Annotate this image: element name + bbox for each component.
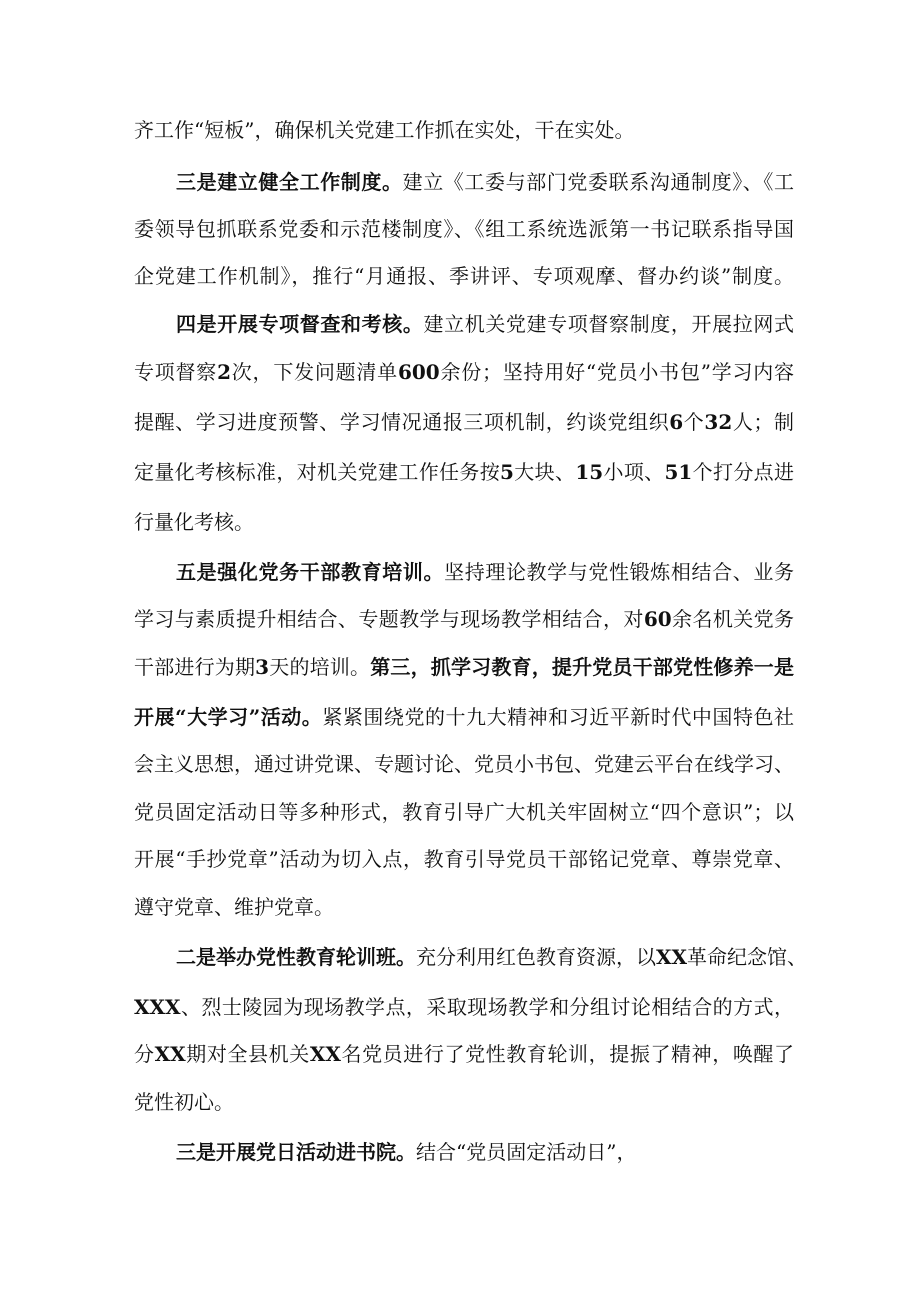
p4-line-1 — [176, 560, 794, 584]
text-run: 天的培训。 — [269, 655, 371, 679]
p3-line-3 — [134, 410, 794, 434]
bold-text-run: XX — [656, 945, 688, 969]
bold-text-run: XXX — [134, 995, 181, 1019]
text-run: 干部进行为期 — [134, 655, 256, 679]
bold-text-run: 开展“大学习”活动。 — [134, 705, 323, 729]
text-run: 党性初心。 — [134, 1090, 234, 1114]
text-run: 次，下发问题清单 — [231, 360, 398, 384]
text-run: 专项督察 — [134, 360, 218, 384]
text-run: 委领导包抓联系党委和示范楼制度》、《组工系统选派第一书记联系指导国 — [134, 217, 794, 241]
bold-text-run: XX — [154, 1042, 186, 1066]
bold-text-run: 三是开展党日活动进书院。 — [176, 1140, 416, 1164]
p4-line-5 — [134, 752, 794, 776]
text-run: 紧紧围绕党的十九大精神和习近平新时代中国特色社 — [322, 705, 795, 729]
p4-line-4 — [134, 705, 794, 729]
text-run: 学习与素质提升相结合、专题教学与现场教学相结合，对 — [134, 607, 644, 631]
text-run: 行量化考核。 — [134, 510, 254, 534]
p3-line-4 — [134, 460, 794, 484]
text-run: 大块、 — [513, 460, 576, 484]
bold-text-run: 32 — [704, 410, 733, 434]
p4-line-3 — [134, 655, 794, 679]
bold-text-run: 3 — [255, 655, 270, 679]
text-run: 、烈士陵园为现场教学点，采取现场教学和分组讨论相结合的方式， — [180, 995, 794, 1019]
bold-text-run: 2 — [217, 360, 232, 384]
text-run: 分 — [134, 1042, 155, 1066]
text-run: 开展“手抄党章”活动为切入点，教育引导党员干部铭记党章、尊崇党章、 — [134, 847, 794, 871]
text-run: 会主义思想，通过讲党课、专题讨论、党员小书包、党建云平台在线学习、 — [134, 752, 794, 776]
bold-text-run: 15 — [575, 460, 604, 484]
text-run: 建立《工委与部门党委联系沟通制度》、《工 — [402, 170, 795, 194]
text-run: 个 — [683, 410, 705, 434]
text-run: 名党员进行了党性教育轮训，提振了精神，唤醒了 — [340, 1042, 795, 1066]
bold-text-run: 60 — [643, 607, 672, 631]
text-run: 定量化考核标准，对机关党建工作任务按 — [134, 460, 501, 484]
text-run: 提醒、学习进度预警、学习情况通报三项机制，约谈党组织 — [134, 410, 670, 434]
text-run: 余名机关党务 — [671, 607, 795, 631]
text-run: 结合“党员固定活动日”， — [416, 1140, 637, 1164]
p3-line-2 — [134, 360, 794, 384]
text-run: 小项、 — [603, 460, 665, 484]
bold-text-run: 第三，抓学习教育，提升党员干部党性修养一是 — [370, 655, 795, 679]
text-run: 建立机关党建专项督察制度，开展拉网式 — [423, 312, 795, 336]
text-run: 个打分点进 — [692, 460, 795, 484]
p6-line-1 — [176, 1140, 794, 1164]
p4-line-6 — [134, 800, 794, 824]
bold-text-run: 二是举办党性教育轮训班。 — [176, 945, 416, 969]
bold-text-run: 6 — [669, 410, 684, 434]
p3-line-1 — [176, 312, 794, 336]
p4-line-7 — [134, 847, 794, 871]
p2-line-1 — [176, 170, 794, 194]
p5-line-3 — [134, 1042, 794, 1066]
text-run: 齐工作“短板”，确保机关党建工作抓在实处，干在实处。 — [134, 118, 635, 142]
bold-text-run: 51 — [664, 460, 693, 484]
text-run: 坚持理论教学与党性锻炼相结合、业务 — [444, 560, 795, 584]
p5-line-2 — [134, 995, 794, 1019]
text-run: 革命纪念馆、 — [687, 945, 808, 969]
text-run: 充分利用红色教育资源，以 — [416, 945, 656, 969]
text-run: 遵守党章、维护党章。 — [134, 895, 334, 919]
text-run: 期对全县机关 — [185, 1042, 310, 1066]
bold-text-run: 五是强化党务干部教育培训。 — [176, 560, 445, 584]
p2-line-3 — [134, 264, 794, 288]
text-run: 党员固定活动日等多种形式，教育引导广大机关牢固树立“四个意识”；以 — [134, 800, 794, 824]
bold-text-run: XX — [309, 1042, 341, 1066]
text-run: 余份；坚持用好“党员小书包”学习内容 — [439, 360, 795, 384]
bold-text-run: 四是开展专项督查和考核。 — [176, 312, 424, 336]
text-run: 企党建工作机制》，推行“月通报、季讲评、专项观摩、督办约谈”制度。 — [134, 264, 794, 288]
p1-line-1 — [134, 118, 794, 142]
bold-text-run: 三是建立健全工作制度。 — [176, 170, 403, 194]
p4-line-8 — [134, 895, 794, 919]
p4-line-2 — [134, 607, 794, 631]
bold-text-run: 5 — [500, 460, 514, 484]
p5-line-1 — [176, 945, 808, 969]
text-run: 人；制 — [732, 410, 795, 434]
p5-line-4 — [134, 1090, 794, 1114]
p2-line-2 — [134, 217, 794, 241]
bold-text-run: 600 — [397, 360, 440, 384]
p3-line-5 — [134, 510, 794, 534]
